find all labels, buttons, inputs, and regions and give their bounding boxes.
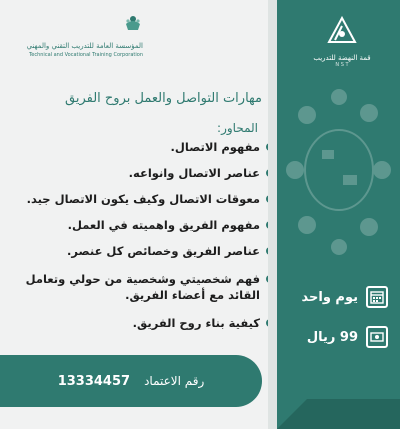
tvtc-emblem-icon xyxy=(124,14,142,32)
duration-row xyxy=(301,286,388,308)
accreditation-label: رقم الاعتماد xyxy=(144,374,205,388)
org-name-en: Technical and Vocational Training Corporation xyxy=(29,52,143,58)
price-text: 99 ريال xyxy=(306,329,358,345)
list-item: مفهوم الفريق واهميته في العمل. xyxy=(14,217,274,233)
tvtc-logo xyxy=(20,14,143,64)
course-title: مهارات التواصل والعمل بروح الفريق xyxy=(64,91,262,106)
list-item: مفهوم الاتصال. xyxy=(14,139,274,155)
brand-logo xyxy=(304,16,380,68)
calendar-icon xyxy=(366,286,388,308)
brand-sub: N S T xyxy=(335,62,349,68)
topics-list xyxy=(14,139,274,331)
list-item: عناصر الاتصال وانواعه. xyxy=(14,165,274,181)
list-item: معوقات الاتصال وكيف يكون الاتصال جيد. xyxy=(14,191,274,207)
axes-label: المحاور: xyxy=(217,121,258,135)
price-row xyxy=(307,326,388,348)
org-name-ar: المؤسسة العامة للتدريب التقني والمهني xyxy=(26,42,143,50)
brand-name: قمة النهضة للتدريب xyxy=(313,54,371,62)
duration-text: يوم واحد xyxy=(301,289,358,305)
money-icon xyxy=(366,326,388,348)
list-item: عناصر الفريق وخصائص كل عنصر. xyxy=(14,243,274,259)
team-illustration-icon xyxy=(277,75,400,265)
corner-decoration xyxy=(277,399,400,429)
accreditation-bar xyxy=(0,355,262,407)
accreditation-number: 13334457 xyxy=(57,373,131,389)
list-item: كيفية بناء روح الفريق. xyxy=(14,315,274,331)
brand-mark-icon xyxy=(325,16,359,46)
list-item: فهم شخصيتي وشخصية من حولي وتعامل القائد مع أعضاء الفريق. xyxy=(14,271,274,303)
